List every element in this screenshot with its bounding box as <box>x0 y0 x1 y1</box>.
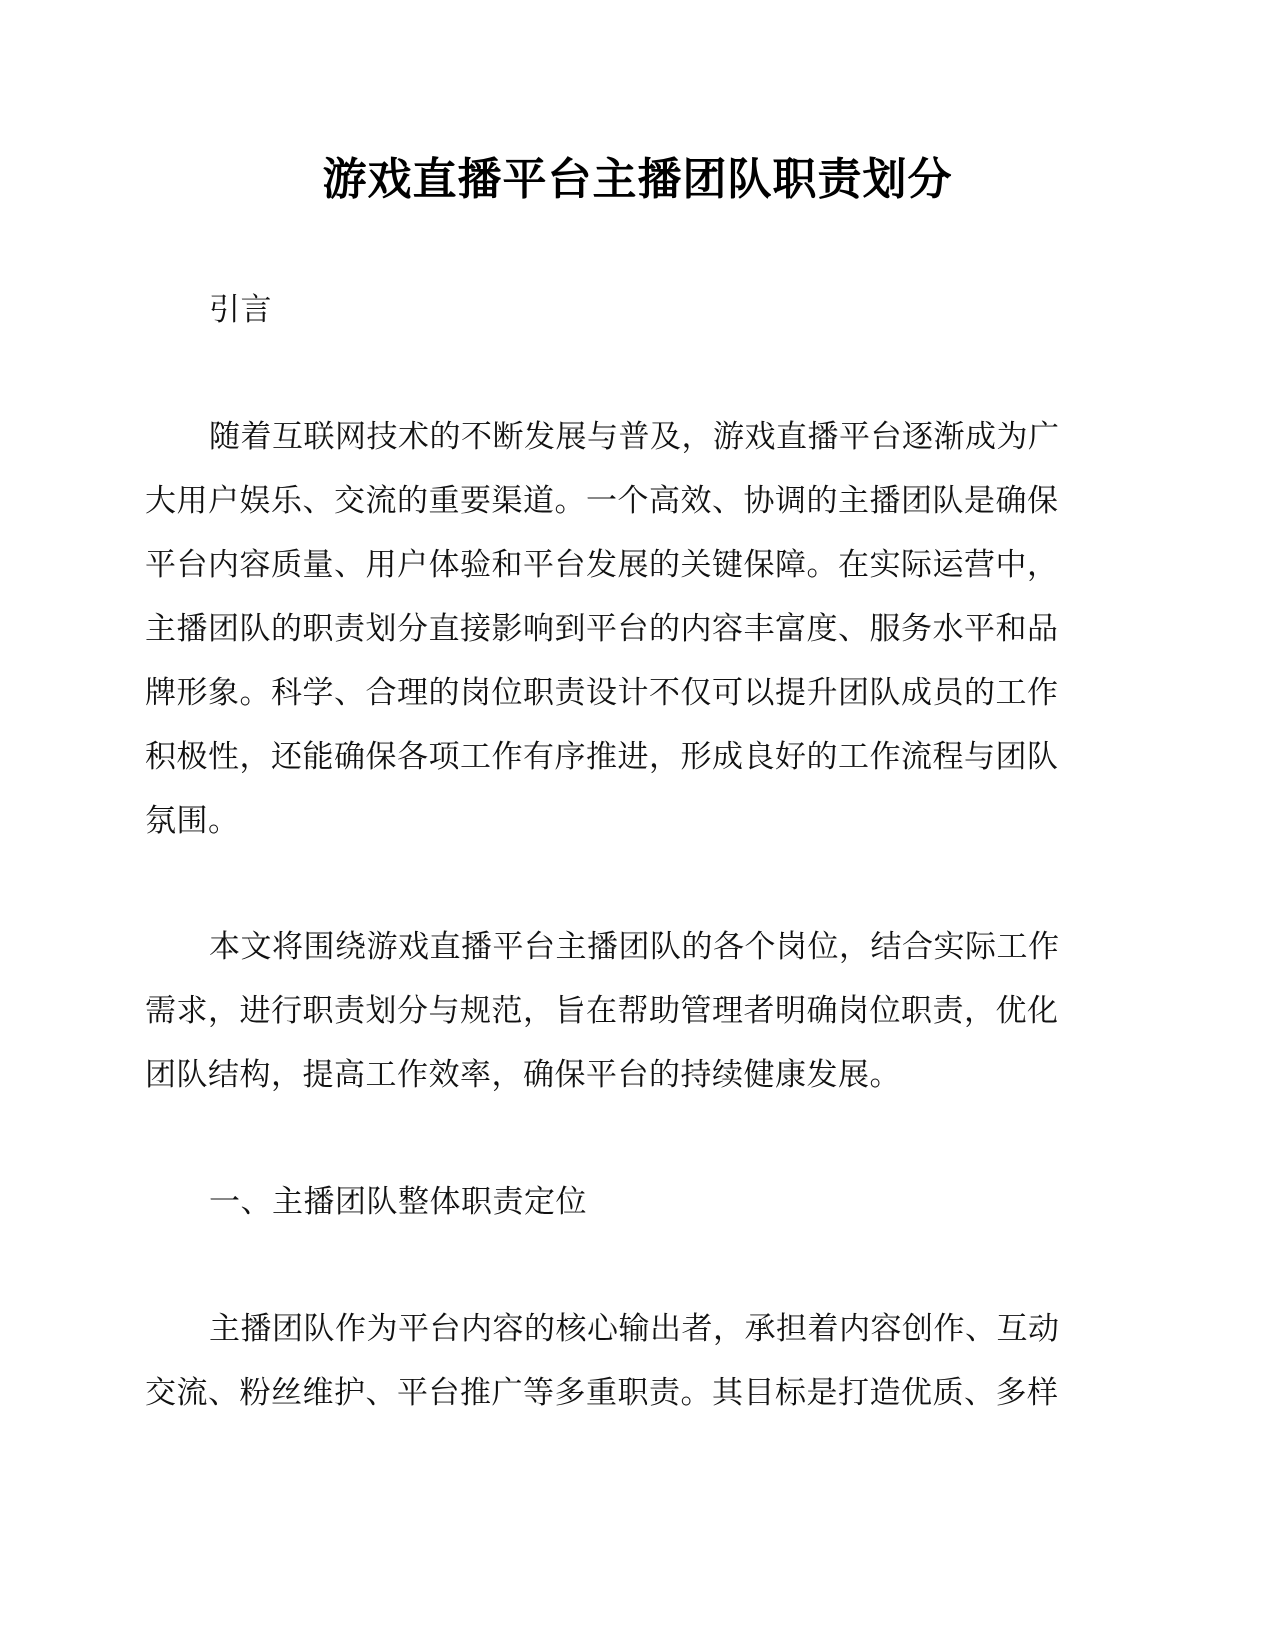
paragraph-line: 大用户娱乐、交流的重要渠道。一个高效、协调的主播团队是确保 <box>145 483 1059 519</box>
paragraph-line: 氛围。 <box>145 803 240 839</box>
section-heading-1: 一、主播团队整体职责定位 <box>209 1184 587 1220</box>
document-title: 游戏直播平台主播团队职责划分 <box>322 154 953 205</box>
paragraph-line: 本文将围绕游戏直播平台主播团队的各个岗位，结合实际工作 <box>209 929 1060 965</box>
paragraph-line: 主播团队的职责划分直接影响到平台的内容丰富度、服务水平和品 <box>145 611 1059 647</box>
paragraph-line: 需求，进行职责划分与规范，旨在帮助管理者明确岗位职责，优化 <box>145 993 1059 1029</box>
paragraph-line: 积极性，还能确保各项工作有序推进，形成良好的工作流程与团队 <box>145 739 1059 775</box>
paragraph-line: 平台内容质量、用户体验和平台发展的关键保障。在实际运营中， <box>145 547 1059 583</box>
section-heading-introduction: 引言 <box>209 292 272 328</box>
paragraph-line: 牌形象。科学、合理的岗位职责设计不仅可以提升团队成员的工作 <box>145 675 1059 711</box>
paragraph-line: 交流、粉丝维护、平台推广等多重职责。其目标是打造优质、多样 <box>145 1375 1059 1411</box>
paragraph-line: 团队结构，提高工作效率，确保平台的持续健康发展。 <box>145 1057 901 1093</box>
paragraph-line: 随着互联网技术的不断发展与普及，游戏直播平台逐渐成为广 <box>209 419 1060 455</box>
paragraph-line: 主播团队作为平台内容的核心输出者，承担着内容创作、互动 <box>209 1311 1060 1347</box>
